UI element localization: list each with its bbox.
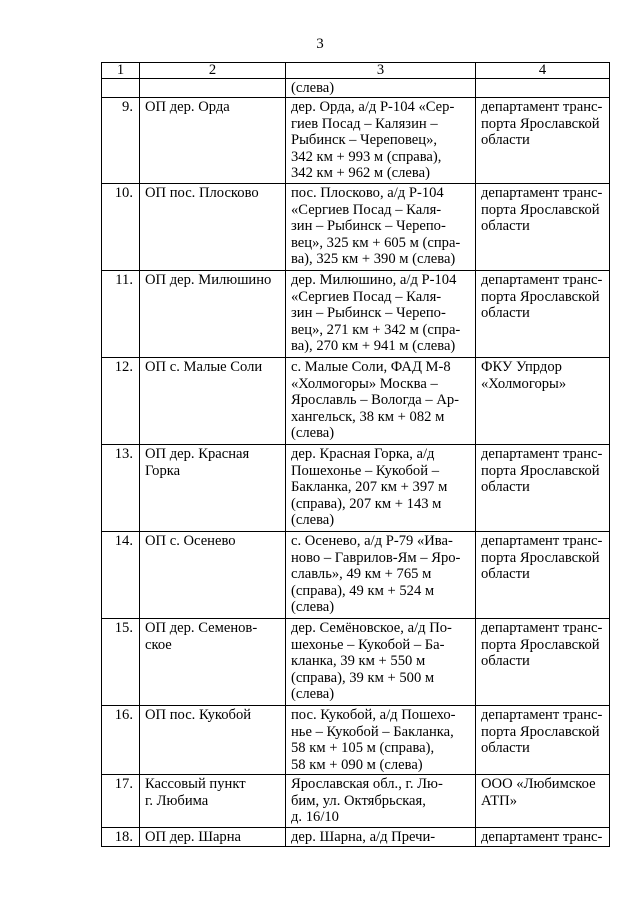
stop-name-cell: ОП дер. Красная Горка bbox=[140, 445, 286, 532]
stop-name-cell: ОП с. Осенево bbox=[140, 532, 286, 619]
stop-name-cell bbox=[140, 79, 286, 98]
row-number-cell: 12. bbox=[102, 358, 140, 445]
page-number: 3 bbox=[316, 36, 324, 52]
location-cell: с. Малые Соли, ФАД М-8 «Холмогоры» Москва – Ярославль – Вологда – Ар- хангельск, 38 км + 082 м (слева) bbox=[286, 358, 476, 445]
stops-table bbox=[101, 62, 610, 847]
location-cell: (слева) bbox=[286, 79, 476, 98]
row-number-cell: 9. bbox=[102, 98, 140, 184]
location-cell: Ярославская обл., г. Лю- бим, ул. Октябрьская, д. 16/10 bbox=[286, 775, 476, 827]
location-cell: дер. Милюшино, а/д Р-104 «Сергиев Посад – Каля- зин – Рыбинск – Черепо- вец», 271 км + 342 м (спра- ва), 270 км + 941 м (слева) bbox=[286, 271, 476, 358]
table-row bbox=[102, 532, 610, 619]
table-row bbox=[102, 775, 610, 827]
owner-cell: департамент транс- порта Ярославской области bbox=[476, 271, 610, 358]
stop-name-cell: ОП пос. Кукобой bbox=[140, 706, 286, 775]
owner-cell: департамент транс- порта Ярославской области bbox=[476, 98, 610, 184]
table-row bbox=[102, 706, 610, 775]
location-cell: пос. Кукобой, а/д Пошехо- нье – Кукобой – Бакланка, 58 км + 105 м (справа), 58 км + 090 м (слева) bbox=[286, 706, 476, 775]
row-number-cell: 14. bbox=[102, 532, 140, 619]
owner-cell: департамент транс- порта Ярославской области bbox=[476, 184, 610, 271]
stop-name-cell: ОП дер. Орда bbox=[140, 98, 286, 184]
stop-name-cell: ОП дер. Милюшино bbox=[140, 271, 286, 358]
stop-name-cell: Кассовый пункт г. Любима bbox=[140, 775, 286, 827]
location-cell: дер. Семёновское, а/д По- шехонье – Кукобой – Ба- кланка, 39 км + 550 м (справа), 39 км + 500 м (слева) bbox=[286, 619, 476, 706]
table-row bbox=[102, 98, 610, 184]
table-row bbox=[102, 271, 610, 358]
row-number-cell: 13. bbox=[102, 445, 140, 532]
table-row bbox=[102, 79, 610, 98]
owner-cell bbox=[476, 79, 610, 98]
location-cell: с. Осенево, а/д Р-79 «Ива- ново – Гаврилов-Ям – Яро- славль», 49 км + 765 м (справа), 49 км + 524 м (слева) bbox=[286, 532, 476, 619]
stop-name-cell: ОП дер. Семенов- ское bbox=[140, 619, 286, 706]
table-row bbox=[102, 184, 610, 271]
table-row bbox=[102, 445, 610, 532]
stop-name-cell: ОП с. Малые Соли bbox=[140, 358, 286, 445]
location-cell: дер. Орда, а/д Р-104 «Сер- гиев Посад – Калязин – Рыбинск – Череповец», 342 км + 993 м (справа), 342 км + 962 м (слева) bbox=[286, 98, 476, 184]
stop-name-cell: ОП пос. Плосково bbox=[140, 184, 286, 271]
column-header-1: 1 bbox=[102, 63, 140, 79]
stop-name-cell: ОП дер. Шарна bbox=[140, 827, 286, 846]
row-number-cell: 17. bbox=[102, 775, 140, 827]
row-number-cell: 10. bbox=[102, 184, 140, 271]
location-cell: дер. Красная Горка, а/д Пошехонье – Кукобой – Бакланка, 207 км + 397 м (справа), 207 км + 143 м (слева) bbox=[286, 445, 476, 532]
location-cell: дер. Шарна, а/д Пречи- bbox=[286, 827, 476, 846]
row-number-cell bbox=[102, 79, 140, 98]
table-header-row bbox=[102, 63, 610, 79]
column-header-2: 2 bbox=[140, 63, 286, 79]
owner-cell: департамент транс- порта Ярославской области bbox=[476, 445, 610, 532]
column-header-3: 3 bbox=[286, 63, 476, 79]
owner-cell: департамент транс- bbox=[476, 827, 610, 846]
owner-cell: департамент транс- порта Ярославской области bbox=[476, 532, 610, 619]
owner-cell: департамент транс- порта Ярославской области bbox=[476, 706, 610, 775]
row-number-cell: 11. bbox=[102, 271, 140, 358]
owner-cell: ФКУ Упрдор «Холмогоры» bbox=[476, 358, 610, 445]
owner-cell: департамент транс- порта Ярославской области bbox=[476, 619, 610, 706]
row-number-cell: 15. bbox=[102, 619, 140, 706]
column-header-4: 4 bbox=[476, 63, 610, 79]
row-number-cell: 18. bbox=[102, 827, 140, 846]
table-row bbox=[102, 827, 610, 846]
table-row bbox=[102, 358, 610, 445]
row-number-cell: 16. bbox=[102, 706, 140, 775]
table-row bbox=[102, 619, 610, 706]
location-cell: пос. Плосково, а/д Р-104 «Сергиев Посад – Каля- зин – Рыбинск – Черепо- вец», 325 км + 605 м (спра- ва), 325 км + 390 м (слева) bbox=[286, 184, 476, 271]
owner-cell: ООО «Любимское АТП» bbox=[476, 775, 610, 827]
